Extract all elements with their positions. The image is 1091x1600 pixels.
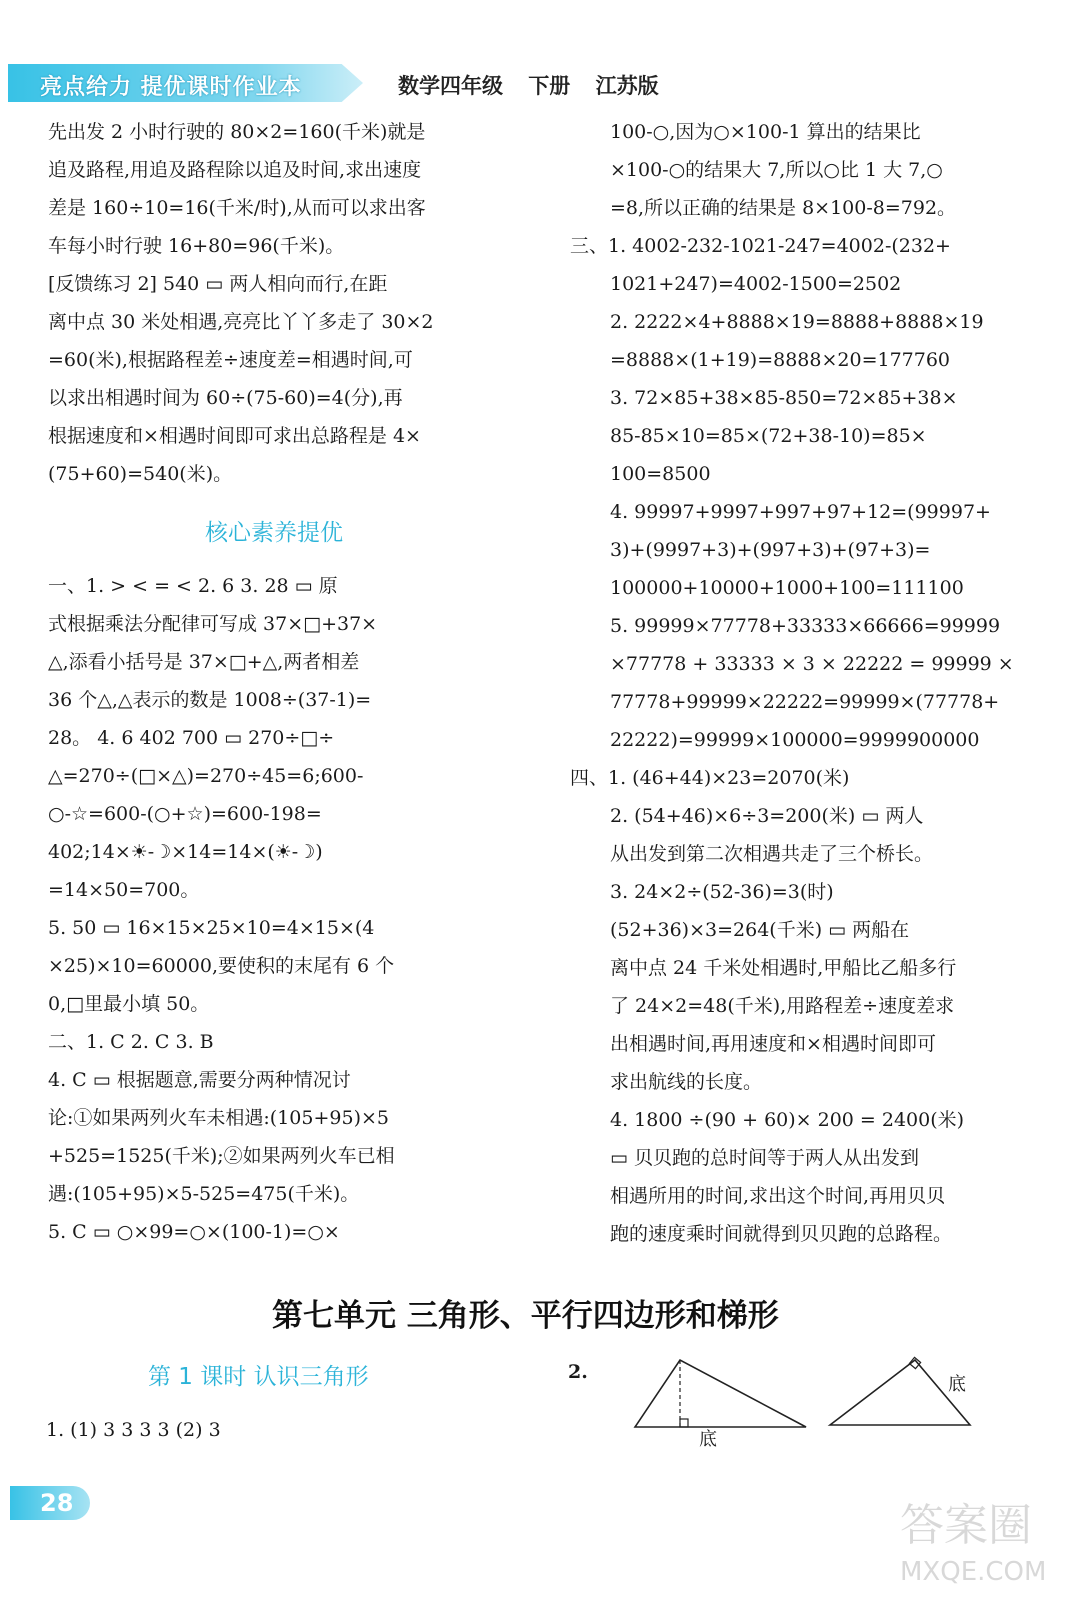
text-line: 5. C ▭ ○×99=○×(100-1)=○×: [48, 1221, 340, 1243]
text-line: (52+36)×3=264(千米) ▭ 两船在: [610, 919, 910, 941]
subject-info: 数学四年级 下册 江苏版: [398, 74, 659, 98]
text-line: 4. 1800 ÷(90 + 60)× 200 = 2400(米): [610, 1109, 965, 1131]
text-line: 3)+(9997+3)+(997+3)+(97+3)=: [610, 539, 931, 561]
obtuse-triangle: [635, 1360, 806, 1427]
watermark-logo: [900, 1480, 1070, 1590]
left-column-top: [48, 113, 434, 493]
text-line: 出相遇时间,再用速度和×相遇时间即可: [610, 1033, 936, 1055]
lesson-title: 第 1 课时 认识三角形: [148, 1364, 369, 1390]
text-line: △,添看小括号是 37×□+△,两者相差: [48, 651, 360, 673]
triangle-base-label: 底: [699, 1429, 717, 1450]
text-line: 从出发到第二次相遇共走了三个桥长。: [610, 843, 934, 865]
text-line: 离中点 30 米处相遇,亮亮比丫丫多走了 30×2: [48, 311, 434, 333]
text-line: 5. 50 ▭ 16×15×25×10=4×15×(4: [48, 917, 375, 939]
right-angle-mark: [680, 1419, 688, 1427]
text-line: =8,所以正确的结果是 8×100-8=792。: [610, 197, 957, 219]
text-line: 离中点 24 千米处相遇时,甲船比乙船多行: [610, 957, 957, 979]
text-line: ×100-○的结果大 7,所以○比 1 大 7,○: [610, 159, 943, 181]
text-line: 28。 4. 6 402 700 ▭ 270÷□÷: [48, 727, 335, 749]
text-line: 1021+247)=4002-1500=2502: [610, 273, 902, 295]
text-line: 0,□里最小填 50。: [48, 993, 210, 1015]
text-line: ×77778 + 33333 × 3 × 22222 = 99999 ×: [610, 653, 1014, 675]
answer-2-label: 2.: [568, 1361, 588, 1383]
text-line: 3. 72×85+38×85-850=72×85+38×: [610, 387, 958, 409]
text-line: ○-☆=600-(○+☆)=600-198=: [48, 803, 322, 825]
triangle-base-label-2: 底: [948, 1374, 966, 1395]
text-line: 遇:(105+95)×5-525=475(千米)。: [48, 1183, 360, 1205]
text-line: 3. 24×2÷(52-36)=3(时): [610, 881, 834, 903]
text-line: ▭ 贝贝跑的总时间等于两人从出发到: [610, 1147, 919, 1169]
text-line: 以求出相遇时间为 60÷(75-60)=4(分),再: [48, 387, 403, 409]
text-line: =8888×(1+19)=8888×20=177760: [610, 349, 951, 371]
text-line: 100-○,因为○×100-1 算出的结果比: [610, 121, 921, 143]
unit-title: 第七单元 三角形、平行四边形和梯形: [272, 1298, 779, 1334]
watermark-line1: 答案圈: [900, 1500, 1032, 1551]
text-line: △=270÷(□×△)=270÷45=6;600-: [48, 765, 364, 787]
text-line: =60(米),根据路程差÷速度差=相遇时间,可: [48, 349, 413, 371]
right-column: [570, 113, 1014, 1253]
answer-1: 1. (1) 3 3 3 3 (2) 3: [46, 1419, 221, 1441]
text-line: 了 24×2=48(千米),用路程差÷速度差求: [610, 995, 955, 1017]
text-line: 跑的速度乘时间就得到贝贝跑的总路程。: [610, 1223, 953, 1245]
text-line: 二、1. C 2. C 3. B: [48, 1031, 214, 1053]
text-line: [反馈练习 2] 540 ▭ 两人相向而行,在距: [48, 273, 388, 295]
text-line: 77778+99999×22222=99999×(77778+: [610, 691, 1000, 713]
text-line: 论:①如果两列火车未相遇:(105+95)×5: [48, 1107, 389, 1129]
text-line: 相遇所用的时间,求出这个时间,再用贝贝: [610, 1185, 946, 1207]
watermark-line2: MXQE.COM: [900, 1557, 1047, 1587]
text-line: 100=8500: [610, 463, 711, 485]
text-line: 一、1. > < = < 2. 6 3. 28 ▭ 原: [48, 575, 338, 597]
text-line: (75+60)=540(米)。: [48, 463, 233, 485]
text-line: 36 个△,△表示的数是 1008÷(37-1)=: [48, 689, 372, 711]
text-line: 4. C ▭ 根据题意,需要分两种情况讨: [48, 1069, 351, 1091]
text-line: 根据速度和×相遇时间即可求出总路程是 4×: [48, 425, 421, 447]
text-line: =14×50=700。: [48, 879, 200, 901]
text-line: 追及路程,用追及路程除以追及时间,求出速度: [48, 159, 422, 181]
text-line: 2. 2222×4+8888×19=8888+8888×19: [610, 311, 984, 333]
book-title: 亮点给力 提优课时作业本: [40, 75, 302, 100]
text-line: 四、1. (46+44)×23=2070(米): [570, 767, 850, 789]
text-line: 求出航线的长度。: [610, 1071, 763, 1093]
left-column-bottom: [48, 567, 395, 1251]
text-line: 22222)=99999×100000=9999900000: [610, 729, 980, 751]
text-line: 式根据乘法分配律可写成 37×□+37×: [48, 613, 378, 635]
text-line: +525=1525(千米);②如果两列火车已相: [48, 1145, 395, 1167]
text-line: 差是 160÷10=16(千米/时),从而可以求出客: [48, 197, 426, 219]
text-line: 4. 99997+9997+997+97+12=(99997+: [610, 501, 991, 523]
page-number: 28: [10, 1486, 90, 1520]
text-line: 2. (54+46)×6÷3=200(米) ▭ 两人: [610, 805, 924, 827]
text-line: 三、1. 4002-232-1021-247=4002-(232+: [570, 235, 951, 257]
text-line: 85-85×10=85×(72+38-10)=85×: [610, 425, 927, 447]
text-line: 402;14×☀-☽×14=14×(☀-☽): [48, 841, 323, 863]
text-line: 车每小时行驶 16+80=96(千米)。: [48, 235, 345, 257]
text-line: ×25)×10=60000,要使积的末尾有 6 个: [48, 955, 395, 977]
text-line: 100000+10000+1000+100=111100: [610, 577, 964, 599]
triangle-figures: [630, 1355, 980, 1455]
text-line: 5. 99999×77778+33333×66666=99999: [610, 615, 1001, 637]
text-line: 先出发 2 小时行驶的 80×2=160(千米)就是: [48, 121, 426, 143]
section-title-core: 核心素养提优: [205, 520, 343, 546]
